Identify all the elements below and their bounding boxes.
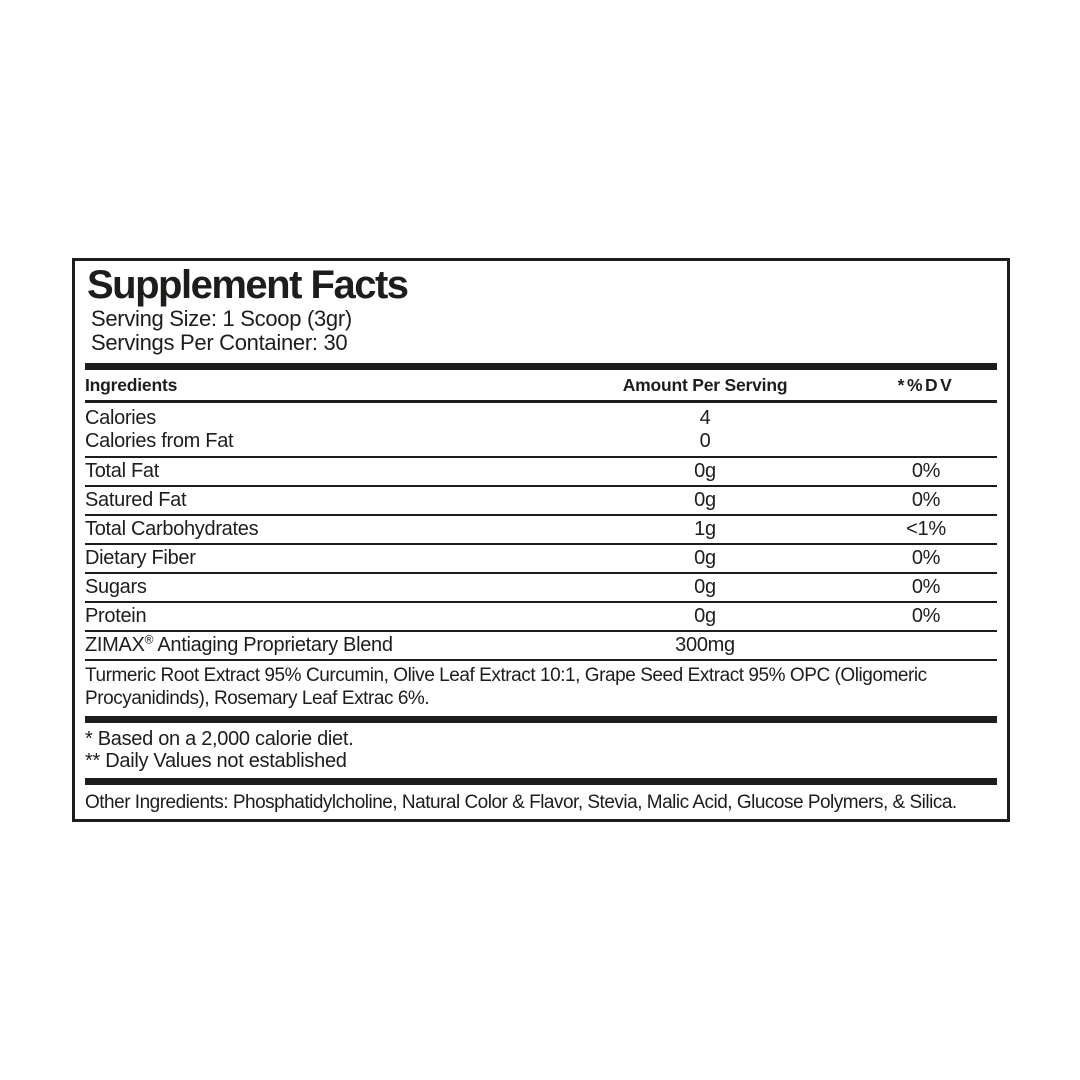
table-row <box>85 574 997 603</box>
blend-name <box>85 632 555 659</box>
row-amount: 4 <box>699 407 711 429</box>
row-dv: 0% <box>911 460 941 482</box>
row-label: Protein <box>85 605 147 627</box>
proprietary-blend-row <box>85 632 997 661</box>
serving-size-line: Serving Size: 1 Scoop (3gr) <box>91 306 352 331</box>
table-row <box>85 487 997 516</box>
thick-divider-middle <box>85 716 997 723</box>
row-dv: 0% <box>911 605 941 627</box>
row-label: Total Carbohydrates <box>85 518 259 540</box>
supplement-facts-panel <box>72 258 1010 822</box>
registered-trademark-symbol: ® <box>144 632 154 647</box>
row-amount: 0g <box>694 460 716 482</box>
row-dv: 0% <box>911 547 941 569</box>
row-label: Sugars <box>85 576 147 598</box>
calories-group <box>85 403 997 458</box>
column-header-dv: *%DV <box>897 374 955 395</box>
row-label: Dietary Fiber <box>85 547 196 569</box>
row-label: Calories <box>85 407 156 429</box>
table-row <box>85 430 997 453</box>
row-amount: 0g <box>694 605 716 627</box>
table-header-row <box>85 370 997 403</box>
blend-brand: ZIMAX <box>85 634 145 656</box>
servings-per-container-line: Servings Per Container: 30 <box>91 330 348 355</box>
row-amount: 0g <box>694 547 716 569</box>
table-row <box>85 407 997 430</box>
blend-description: Turmeric Root Extract 95% Curcumin, Olive Leaf Extract 10:1, Grape Seed Extract 95% OPC (Oligomeric Procyanidinds), Rosemary Leaf Extrac 6%. <box>85 665 927 709</box>
footnote-daily-values: ** Daily Values not established <box>85 750 347 772</box>
table-row <box>85 458 997 487</box>
panel-title: Supplement Facts <box>87 263 408 307</box>
table-row <box>85 516 997 545</box>
row-dv: 0% <box>911 489 941 511</box>
thick-divider-top <box>85 363 997 370</box>
row-label: Calories from Fat <box>85 430 234 452</box>
table-row <box>85 603 997 632</box>
row-amount: 1g <box>694 518 716 540</box>
row-dv: 0% <box>911 576 941 598</box>
thick-divider-bottom <box>85 778 997 785</box>
footnotes-block <box>85 723 997 778</box>
row-amount: 0g <box>694 576 716 598</box>
table-row <box>85 545 997 574</box>
row-amount: 0g <box>694 489 716 511</box>
column-header-ingredients: Ingredients <box>85 374 178 395</box>
footnote-calorie-diet: * Based on a 2,000 calorie diet. <box>85 728 354 750</box>
row-amount: 300mg <box>675 634 735 656</box>
other-ingredients-line: Other Ingredients: Phosphatidylcholine, Natural Color & Flavor, Stevia, Malic Acid, Glucose Polymers, & Silica. <box>85 792 957 813</box>
row-label: Total Fat <box>85 460 159 482</box>
column-header-amount-per-serving: Amount Per Serving <box>622 374 788 395</box>
row-amount: 0 <box>699 430 711 452</box>
row-dv: <1% <box>906 518 946 540</box>
row-label: Satured Fat <box>85 489 187 511</box>
blend-name-rest: Antiaging Proprietary Blend <box>153 634 393 656</box>
